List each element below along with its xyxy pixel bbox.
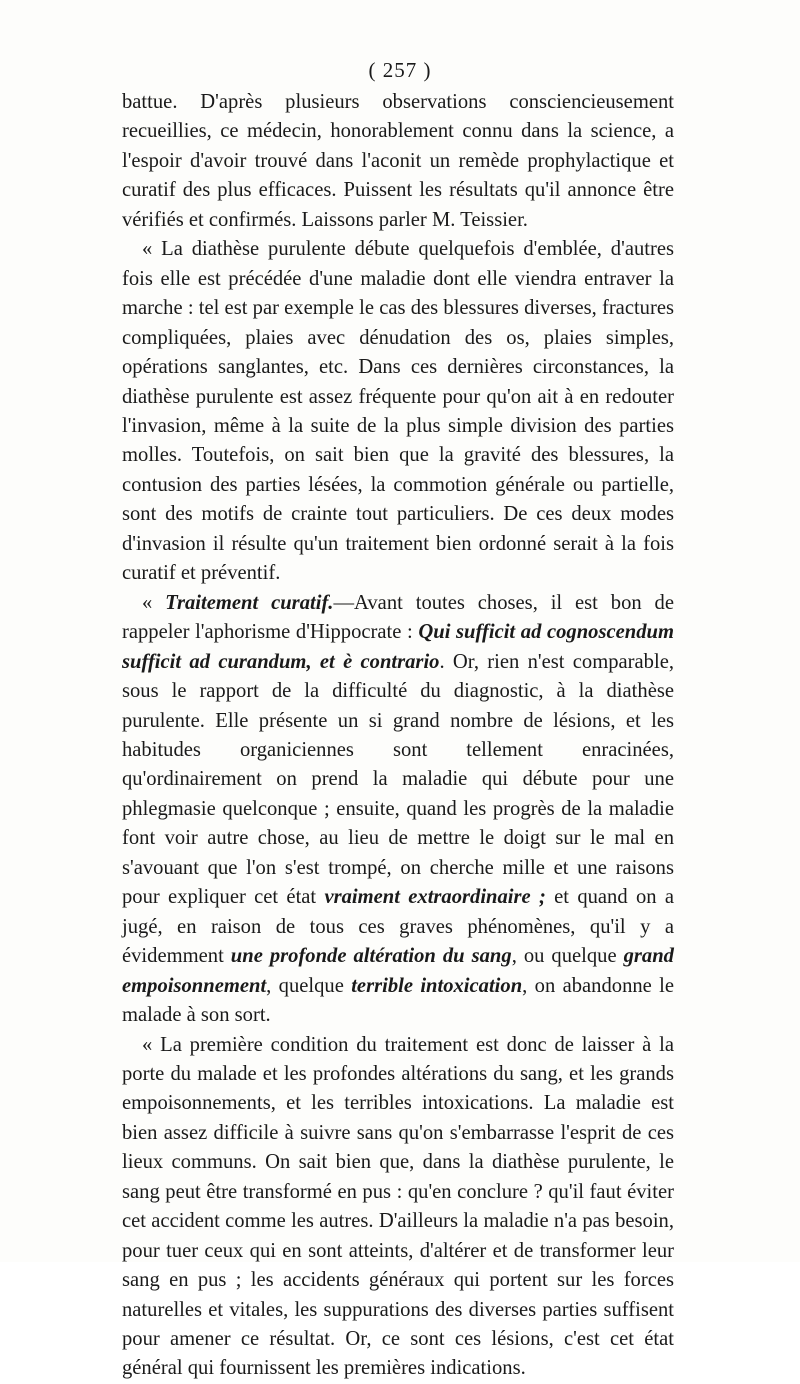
emphasized-text: terrible intoxication: [351, 974, 523, 997]
text-segment: et quand on a jugé, en raison de tous ces graves phénomènes, qu'il y a évidemment: [122, 886, 674, 968]
paragraph: [122, 589, 674, 1031]
emphasized-text: une profonde altération du sang: [230, 945, 512, 968]
emphasized-text: grand empoisonnement: [122, 945, 674, 997]
body-text: [122, 88, 674, 1384]
text-segment: , on abandonne le malade à son sort.: [122, 974, 675, 1027]
paragraph: [122, 1031, 674, 1384]
text-segment: —Avant toutes choses, il est bon de rappeler l'aphorisme d'Hippocrate :: [122, 591, 674, 644]
text-segment: « La première condition du traitement est donc de laisser à la porte du malade et les profondes altérations du sang, et les grands empoisonnements, et les terribles intoxications. La maladie est bien assez difficile à suivre sans qu'on s'embarrasse l'esprit de ces lieux communs. On sait bien que, dans la diathèse purulente, le sang peut être transformé en pus : qu'en conclure ? qu'il faut éviter cet accident comme les autres. D'ailleurs la maladie n'a pas besoin, pour tuer ceux qui en sont atteints, d'altérer et de transformer leur sang en pus ; les accidents généraux qui portent sur les forces naturelles et vitales, les suppurations des diverses parties suffisent pour amener ce résultat. Or, ce sont ces lésions, c'est cet état général qui fournissent les premières indications.: [122, 1033, 674, 1380]
emphasized-text: Traitement curatif.: [165, 591, 334, 614]
page-number: ( 257 ): [368, 58, 432, 82]
paragraph: [122, 235, 674, 588]
text-segment: battue. D'après plusieurs observations consciencieusement recueillies, ce médecin, honorablement connu dans la science, a l'espoir d'avoir trouvé dans l'aconit un remède prophylactique et curatif des plus efficaces. Puissent les résultats qu'il annonce être vérifiés et confirmés. Laissons parler M. Teissier.: [122, 91, 674, 231]
text-segment: . Or, rien n'est comparable, sous le rapport de la difficulté du diagnostic, à la diathèse purulente. Elle présente un si grand nombre de lésions, et les habitudes organiciennes sont tellement enracinées, qu'ordinairement on prend la maladie qui débute pour une phlegmasie quelconque ; ensuite, quand les progrès de la maladie font voir autre chose, au lieu de mettre le doigt sur le mal en s'avouant que l'on s'est trompé, on cherche mille et une raisons pour expliquer cet état: [122, 650, 674, 909]
text-segment: «: [142, 591, 166, 614]
paragraph: [122, 88, 674, 235]
emphasized-text: vraiment extraordinaire ;: [324, 886, 546, 909]
text-segment: « La diathèse purulente débute quelquefois d'emblée, d'autres fois elle est précédée d'une maladie dont elle viendra entraver la marche : tel est par exemple le cas des blessures diverses, fractures compliquées, plaies avec dénudation des os, plaies simples, opérations sanglantes, etc. Dans ces dernières circonstances, la diathèse purulente est assez fréquente pour qu'on ait à en redouter l'invasion, même à la suite de la plus simple division des parties molles. Toutefois, on sait bien que la gravité des blessures, la contusion des parties lésées, la commotion générale ou partielle, sont des motifs de crainte tout particuliers. De ces deux modes d'invasion il résulte qu'un traitement bien ordonné serait à la fois curatif et préventif.: [122, 238, 674, 585]
text-segment: , quelque: [266, 974, 352, 997]
text-segment: , ou quelque: [511, 945, 624, 968]
emphasized-text: Qui sufficit ad cognoscendum sufficit ad curandum, et è contrario: [122, 621, 674, 673]
